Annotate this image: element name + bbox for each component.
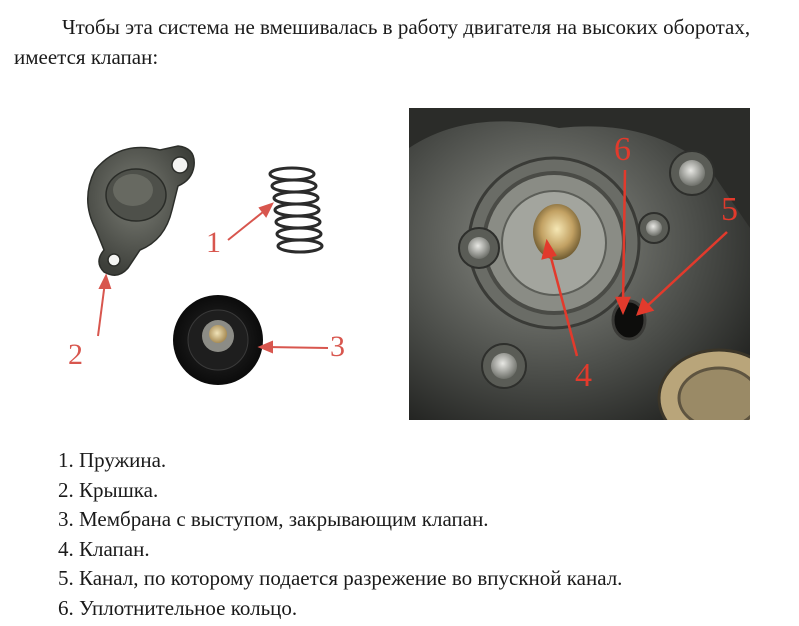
callout-label-3: 3 [330,330,345,363]
callout-label-1: 1 [206,226,221,259]
diaphragm-part [173,295,263,385]
legend-item: 2. Крышка. [58,477,159,502]
legend-item: 4. Клапан. [58,536,150,561]
legend-item: 5. Канал, по которому подается разрежение во впускной канал. [58,566,623,590]
legend-item: 6. Уплотнительное кольцо. [58,595,298,620]
callout-label-4: 4 [575,357,592,394]
parts-figure [0,100,400,430]
callout-label-2: 2 [68,338,83,371]
callout-label-6: 6 [614,131,631,168]
cover-part [88,146,194,275]
callout-label-5: 5 [721,191,738,228]
callout-arrow-1 [228,208,268,240]
callout-arrow-2 [98,282,105,336]
valve-seat [533,204,581,260]
intro-paragraph: Чтобы эта система не вмешивалась в работу двигателя на высоких оборотах, имеется клапан: [14,15,751,69]
legend-item: 1. Пружина. [58,448,167,472]
assembly-photo [409,108,750,420]
parts-legend [58,446,622,623]
spring-part [270,168,322,252]
callout-arrow-3 [266,347,328,348]
legend-item: 3. Мембрана с выступом, закрывающим клапан. [58,507,489,531]
callout-arrowhead-2 [100,276,110,288]
